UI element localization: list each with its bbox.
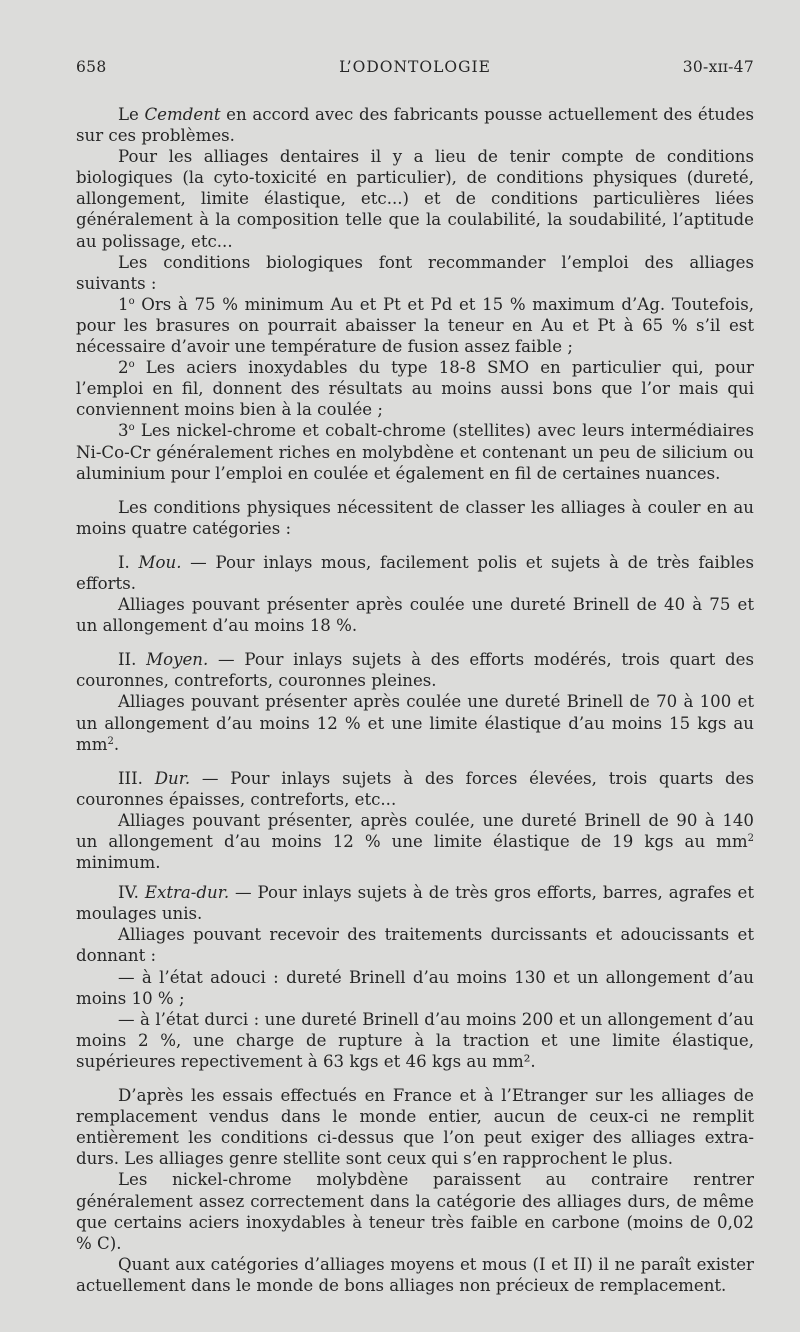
paragraph: — à l’état durci : une dureté Brinell d’au moins 200 et un allongement d’au moins 2 %, une charge de rupture à la traction et une limite élastique, supérieures repectivement à 63 kgs et 46 kgs au mm². bbox=[76, 1009, 754, 1071]
paragraph: — à l’état adouci : dureté Brinell d’au moins 130 et un allongement d’au moins 10 % ; bbox=[76, 967, 754, 1008]
paragraph: Pour les alliages dentaires il y a lieu de tenir compte de conditions biologiques (la cyto-toxicité en particulier), de conditions physiques (dureté, allongement, limite élastique, etc...) et de conditions particulières liées généralement à la composition telle que la coulabilité, la soudabilité, l’aptitude au polissage, etc... bbox=[76, 147, 754, 251]
paragraph: Alliages pouvant présenter après coulée une dureté Brinell de 70 à 100 et un allongement d’au moins 12 % et une limite élastique d’au moins 15 kgs au $mm^2$. bbox=[76, 692, 754, 754]
article-body bbox=[76, 104, 754, 1296]
paragraph: Quant aux catégories d’alliages moyens et mous (I et II) il ne paraît exister actuellement dans le monde de bons alliages non précieux de remplacement. bbox=[76, 1254, 754, 1295]
paragraph: Alliages pouvant présenter, après coulée, une dureté Brinell de 90 à 140 un allongement d’au moins 12 % une limite élastique de 19 kgs au $mm^2$ minimum. bbox=[76, 810, 754, 873]
paragraph: D’après les essais effectués en France et à l’Etranger sur les alliages de remplacement vendus dans le monde entier, aucun de ceux-ci ne remplit entièrement les conditions ci-dessus que l’on peut exiger des alliages extra-durs. Les alliages genre stellite sont ceux qui s’en rapprochent le plus. bbox=[76, 1086, 754, 1169]
page-number: 658 bbox=[76, 58, 107, 76]
paragraph: Les conditions physiques nécessitent de classer les alliages à couler en au moins quatre catégories : bbox=[76, 497, 754, 538]
journal-title: L’ODONTOLOGIE bbox=[339, 58, 491, 76]
paragraph: Les conditions biologiques font recommander l’emploi des alliages suivants : bbox=[76, 252, 754, 293]
paragraph: Les nickel-chrome molybdène paraissent au contraire rentrer généralement assez correctement dans la catégorie des alliages durs, de même que certains aciers inoxydables à teneur très faible en carbone (moins de 0,02 % C). bbox=[76, 1170, 754, 1253]
paragraph: Alliages pouvant présenter après coulée une dureté Brinell de 40 à 75 et un allongement d’au moins 18 %. bbox=[76, 595, 754, 636]
document-page bbox=[76, 58, 754, 1296]
issue-date: 30-xɪɪ-47 bbox=[682, 58, 754, 76]
paragraph: Le Cemdent en accord avec des fabricants pousse actuellement des études sur ces problèmes. bbox=[76, 105, 754, 146]
category-heading: I. Mou. — Pour inlays mous, facilement polis et sujets à de très faibles efforts. bbox=[76, 552, 754, 593]
paragraph: Alliages pouvant recevoir des traitements durcissants et adoucissants et donnant : bbox=[76, 925, 754, 966]
list-item: 1$^o$ Ors à 75 % minimum Au et Pt et Pd et 15 % maximum d’Ag. Toutefois, pour les brasures on pourrait abaisser la teneur en Au et Pt à 65 % s’il est nécessaire d’avoir une température de fusion assez faible ; bbox=[76, 294, 754, 357]
category-heading: III. Dur. — Pour inlays sujets à des forces élevées, trois quarts des couronnes épaisses, contreforts, etc... bbox=[76, 768, 755, 809]
running-head bbox=[76, 58, 754, 80]
list-item: 3$^o$ Les nickel-chrome et cobalt-chrome (stellites) avec leurs intermédiaires Ni-Co-Cr généralement riches en molybdène et contenant un peu de silicium ou aluminium pour l’emploi en coulée et également en fil de certaines nuances. bbox=[76, 421, 754, 483]
category-heading: IV. Extra-dur. — Pour inlays sujets à de très gros efforts, barres, agrafes et moulages unis. bbox=[76, 883, 754, 924]
list-item: 2$^o$ Les aciers inoxydables du type 18-8 SMO en particulier qui, pour l’emploi en fil, donnent des résultats au moins aussi bons que l’or mais qui conviennent moins bien à la coulée ; bbox=[76, 358, 754, 420]
category-heading: II. Moyen. — Pour inlays sujets à des efforts modérés, trois quart des couronnes, contreforts, couronnes pleines. bbox=[76, 650, 754, 691]
